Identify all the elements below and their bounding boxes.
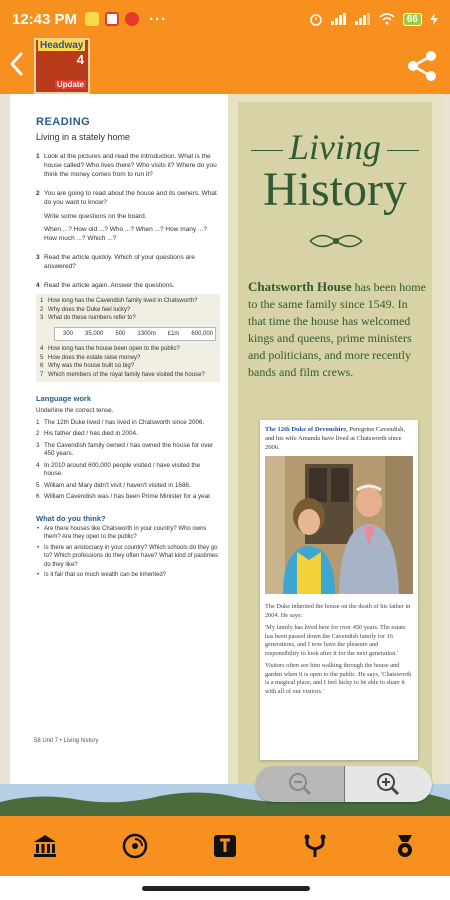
zoom-out-button[interactable] — [256, 766, 344, 802]
language-intro: Underline the correct tense. — [36, 407, 114, 414]
signal-icon — [331, 13, 347, 25]
gesture-bar — [0, 876, 450, 900]
question-text: Read the article quickly. Which of your questions are answered? — [44, 254, 195, 270]
item-number: 7 — [40, 371, 44, 378]
zoom-control — [256, 766, 432, 802]
share-icon — [404, 48, 440, 84]
zoom-in-icon — [375, 771, 401, 797]
item-text: The Cavendish family owned / has owned the house for over 450 years. — [44, 441, 214, 457]
intro-text: has been home to the same family since 1549. In that time the house has welcomed kings and queens, prime ministers and politicians, and more recently bands and film crews. — [248, 280, 426, 379]
article-panel — [238, 102, 432, 784]
logo-subtitle: Update — [56, 80, 84, 89]
item-number: 3 — [40, 315, 44, 321]
item-number: 6 — [40, 363, 44, 369]
item-number: 2 — [40, 306, 44, 313]
reading-subtitle: Living in a stately home — [36, 132, 131, 142]
book-logo — [34, 38, 90, 94]
zoom-in-button[interactable] — [345, 766, 433, 802]
item-text: William Cavendish was / has been Prime Minister for a year. — [44, 493, 212, 500]
numbers-box — [54, 327, 216, 342]
sub-question-list — [36, 294, 220, 382]
library-button[interactable] — [25, 826, 65, 866]
bank-icon — [32, 833, 58, 859]
notification-icon — [85, 12, 99, 26]
item-number: 4 — [40, 346, 44, 352]
item-number: 6 — [36, 493, 40, 500]
intro-bold: Chatsworth House — [248, 279, 352, 294]
item-number: 2 — [36, 430, 40, 437]
battery-indicator: 66 — [403, 13, 422, 26]
question — [36, 281, 220, 290]
list-item — [36, 430, 220, 439]
card-caption — [265, 425, 413, 452]
card-text-2: Visitors often see him walking through the house and garden when it is open to the public. He says, 'Chatsworth is a magical place, and I feel lucky to be able to share it with all of our visitors.' — [265, 662, 412, 695]
list-item — [36, 482, 220, 491]
card-text-1: The Duke inherited the house on the death of his father in 2004. He says: — [265, 603, 411, 619]
title-history: History — [263, 163, 407, 216]
photo-card — [260, 420, 418, 760]
list-item — [40, 297, 216, 306]
tools-button[interactable] — [295, 826, 335, 866]
caption-bold: The 12th Duke of Devonshire — [265, 426, 347, 433]
list-item — [40, 345, 216, 354]
question-text: Look at the pictures and read the introduction. What is the house called? Who lives there? Who visits it? Where do you think the money comes from to run it? — [44, 153, 217, 178]
app-bar — [0, 38, 450, 94]
list-item: • Are there houses like Chatsworth in your country? Who owns them? Are they open to the public? — [36, 525, 220, 542]
audio-button[interactable] — [115, 826, 155, 866]
language-work-title: Language work — [36, 394, 92, 403]
wifi-icon — [379, 13, 395, 25]
list-item — [40, 362, 216, 371]
question — [36, 189, 220, 207]
disc-icon — [122, 833, 148, 859]
title-living: Living — [238, 126, 432, 168]
number-item: £1m — [167, 330, 180, 337]
reading-title: READING — [36, 116, 91, 128]
item-text: What do these numbers refer to? — [48, 315, 136, 321]
logo-title: Headway — [40, 40, 84, 51]
award-button[interactable] — [385, 826, 425, 866]
list-item: • Is it fair that so much wealth can be inherited? — [36, 571, 220, 580]
question-number: 2 — [36, 190, 40, 197]
what-do-you-think-title: What do you think? — [36, 513, 106, 523]
number-item: 35,000 — [85, 330, 104, 337]
logo-number: 4 — [76, 52, 84, 67]
question-number: 4 — [36, 282, 40, 289]
more-notifications-icon: ··· — [149, 10, 168, 28]
list-item — [36, 442, 220, 459]
list-item — [36, 462, 220, 479]
item-number: 1 — [40, 298, 44, 304]
caption-text: , Peregrine Cavendish, and his wife Amanda have lived at Chatsworth since 2006. — [265, 426, 405, 451]
item-text: How long has the Cavendish family lived in Chatsworth? — [48, 298, 198, 304]
page-footer: 58 Unit 7 • Living history — [34, 738, 99, 744]
list-item — [36, 493, 220, 502]
item-text: Which members of the royal family have visited the house? — [48, 371, 205, 378]
charging-icon — [430, 13, 438, 25]
number-item: 300 — [63, 330, 74, 337]
list-item — [40, 314, 216, 323]
zoom-out-icon — [287, 771, 313, 797]
question — [36, 152, 220, 179]
alarm-icon — [309, 12, 323, 26]
item-text: His father died / has died in 2004. — [44, 430, 138, 437]
medal-icon — [392, 833, 418, 859]
article-intro — [248, 278, 428, 381]
item-text: William and Mary didn't visit / haven't visited in 1686. — [44, 481, 191, 489]
share-button[interactable] — [404, 48, 440, 84]
list-item: • Is there an aristocracy in your country? Which schools do they go to? Which professions do they often have? What kind of pastimes do they like? — [36, 544, 220, 570]
number-item: 600,000 — [191, 330, 214, 337]
item-text: How long has the house been open to the public? — [48, 346, 180, 352]
question-extra — [36, 212, 220, 221]
calendar-icon — [105, 12, 119, 26]
item-number: 4 — [36, 461, 40, 469]
question-prompts-text: When ...? How old ...? Who ...? When ...? How many ...? How much ...? Which ...? — [44, 226, 207, 242]
text-icon — [212, 833, 238, 859]
question-number: 3 — [36, 254, 40, 261]
app-icon — [125, 12, 139, 26]
fork-icon — [302, 833, 328, 859]
back-button[interactable] — [8, 50, 24, 83]
item-number: 3 — [36, 441, 40, 449]
ornament-icon — [308, 228, 364, 254]
item-number: 5 — [36, 481, 40, 489]
text-button[interactable] — [205, 826, 245, 866]
bottom-nav — [0, 816, 450, 876]
question-extra-text: Write some questions on the board. — [44, 213, 147, 220]
item-text: Why was the house built so big? — [48, 363, 135, 369]
status-time: 12:43 PM — [12, 10, 78, 28]
status-bar — [0, 0, 450, 38]
duke-and-duchess-photo — [265, 456, 413, 594]
card-quote: 'My family has lived here for over 450 years. The estate has been passed down the Cavendish family for 16 generations, and I now have the pleasure and responsibility to look after it for the next generation.' — [265, 624, 406, 657]
item-number: 5 — [40, 354, 44, 361]
question — [36, 253, 220, 271]
question-text: You are going to read about the house and its owners. What do you want to know? — [44, 190, 217, 206]
right-page — [228, 94, 442, 794]
number-item: 1300m — [137, 330, 156, 337]
list-item — [36, 419, 220, 428]
book-viewer[interactable] — [0, 94, 450, 816]
left-page — [10, 94, 228, 794]
item-number: 1 — [36, 418, 40, 426]
item-text: In 2010 around 600,000 people visited / have visited the house. — [44, 461, 201, 477]
list-item — [40, 306, 216, 315]
status-right — [309, 12, 438, 26]
home-indicator[interactable] — [142, 886, 310, 891]
question-text: Read the article again. Answer the questions. — [44, 282, 175, 289]
list-item — [40, 354, 216, 363]
item-text: How does the estate raise money? — [48, 354, 141, 361]
chevron-left-icon — [8, 50, 24, 78]
number-item: 500 — [115, 330, 126, 337]
item-text: Why does the Duke feel lucky? — [48, 306, 131, 313]
signal-icon-2 — [355, 13, 371, 25]
item-text: The 12th Duke lived / has lived in Chatsworth since 2006. — [44, 418, 205, 426]
question-number: 1 — [36, 153, 40, 160]
question-prompts — [36, 225, 220, 243]
list-item — [40, 371, 216, 380]
